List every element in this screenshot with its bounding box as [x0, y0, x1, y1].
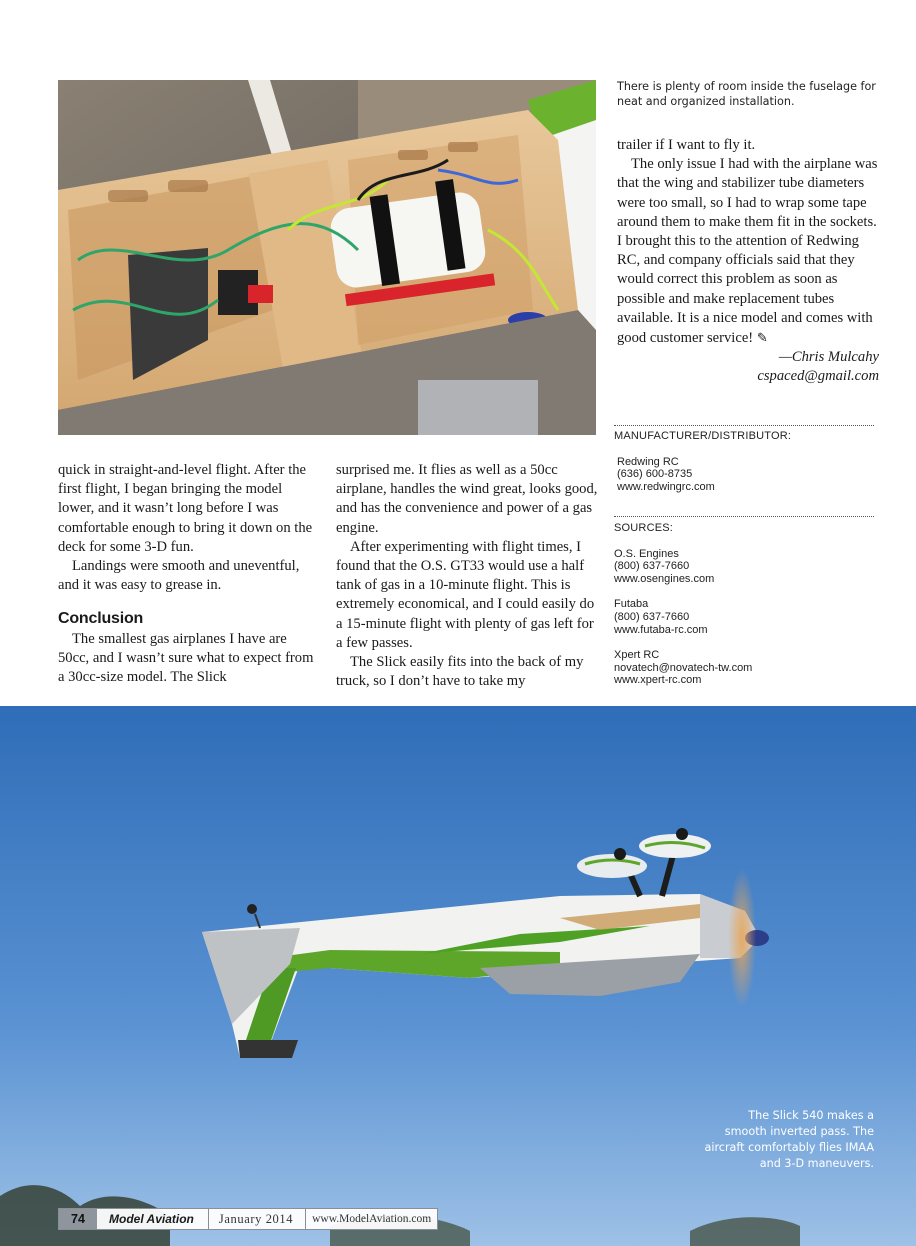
source-web: www.osengines.com	[614, 572, 715, 585]
col2-paragraph-3: The Slick easily fits into the back of my truck, so I don’t have to take my	[336, 654, 584, 690]
author-name: —Chris Mulcahy	[778, 349, 879, 366]
source-name: O.S. Engines	[614, 547, 679, 560]
right-column-text	[617, 136, 879, 387]
col2-paragraph-2: After experimenting with flight times, I found that the O.S. GT33 would use a half tank of gas in a 10-minute flight. This is extremely economical, and I could easily do a 15-minute flight with plenty of gas left for a few passes.	[336, 538, 595, 651]
fuselage-interior-photo	[58, 80, 596, 435]
source-web: www.xpert-rc.com	[614, 674, 702, 687]
source-item	[614, 649, 876, 687]
source-name: Futaba	[614, 598, 649, 611]
manufacturer-name: Redwing RC	[617, 455, 679, 468]
divider	[614, 516, 874, 517]
fuselage-interior-illustration	[58, 80, 596, 435]
sources-heading: SOURCES:	[614, 522, 674, 534]
source-web: www.futaba-rc.com	[614, 623, 708, 636]
source-item	[614, 598, 876, 636]
column-1-text	[58, 461, 314, 687]
divider	[614, 425, 874, 426]
top-photo-caption: There is plenty of room inside the fuselage for neat and organized installation.	[617, 80, 876, 108]
page-footer	[58, 1208, 438, 1230]
issue-date: January 2014	[209, 1209, 306, 1229]
source-name: Xpert RC	[614, 649, 660, 662]
source-item	[614, 548, 876, 586]
manufacturer-phone: (636) 600-8735	[617, 468, 693, 481]
right-paragraph-2-text: The only issue I had with the airplane was that the wing and stabilizer tube diameters were too small, so I had to wrap some tape around them to make them fit in the sockets. I brought this to the attention of Redwing RC, and company officials said that they would correct this problem as soon as possible and make replacement tubes available. It is a nice model and comes with good customer service!	[617, 156, 878, 347]
col1-paragraph-3: The smallest gas airplanes I have are 50cc, and I wasn’t sure what to expect from a 30cc-size model. The Slick	[58, 630, 314, 686]
right-paragraph-2	[617, 155, 879, 348]
manufacturer-box	[614, 430, 876, 493]
page-number: 74	[59, 1209, 97, 1229]
col1-paragraph-2: Landings were smooth and uneventful, and it was easy to grease in.	[58, 558, 300, 594]
bottom-photo-caption: The Slick 540 makes a smooth inverted pass. The aircraft comfortably flies IMAA and 3-D maneuvers.	[704, 1109, 874, 1170]
end-mark-icon: ✎	[756, 330, 768, 346]
source-contact: (800) 637-7660	[614, 610, 690, 623]
author-email: cspaced@gmail.com	[757, 368, 879, 385]
right-paragraph-1: trailer if I want to fly it.	[617, 137, 756, 153]
column-2-text	[336, 461, 598, 691]
source-contact: (800) 637-7660	[614, 560, 690, 573]
source-contact: novatech@novatech-tw.com	[614, 661, 753, 674]
conclusion-heading: Conclusion	[58, 610, 144, 628]
manufacturer-web: www.redwingrc.com	[617, 480, 715, 493]
col2-paragraph-1: surprised me. It flies as well as a 50cc airplane, handles the wind great, looks good, and has the convenience and power of a gas engine.	[336, 462, 598, 536]
col1-paragraph-1: quick in straight-and-level flight. After the first flight, I began bringing the model lower, and it wasn’t long before I was comfortable enough to bring it down on the deck for some 3-D fun.	[58, 462, 313, 555]
manufacturer-entry	[614, 456, 876, 494]
sources-box	[614, 522, 876, 687]
manufacturer-heading: MANUFACTURER/DISTRIBUTOR:	[614, 430, 792, 442]
magazine-name: Model Aviation	[97, 1209, 209, 1229]
magazine-url: www.ModelAviation.com	[312, 1213, 432, 1225]
